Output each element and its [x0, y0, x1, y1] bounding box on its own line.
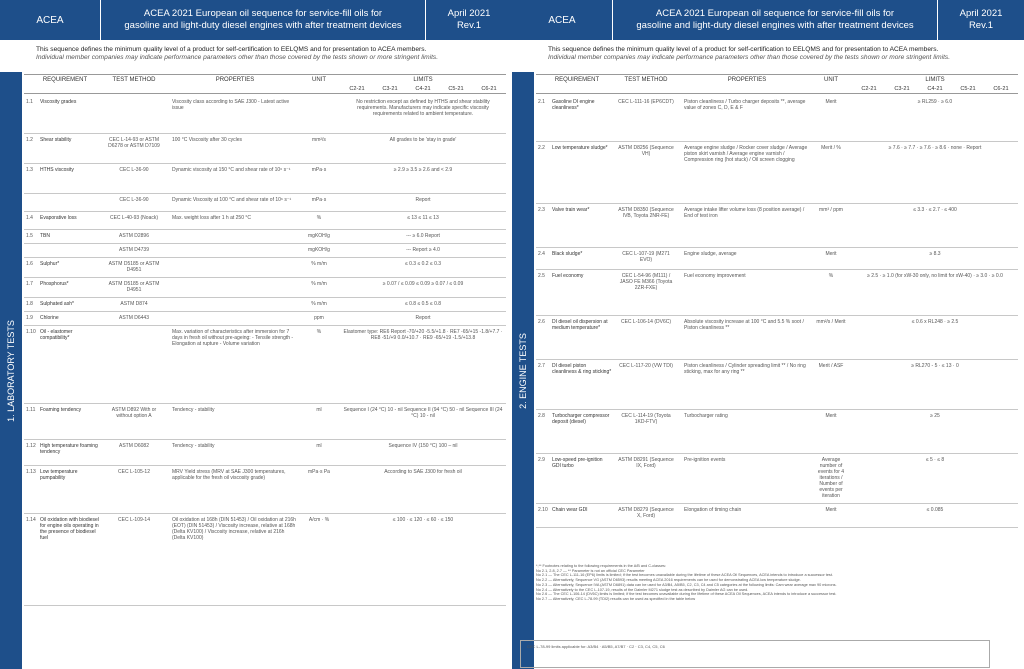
unit: ml	[316, 443, 322, 449]
requirement-name: Sulphated ash*	[40, 301, 74, 307]
requirement-name: DI diesel oil dispersion at medium temperature*	[552, 319, 608, 331]
test-method: ASTM D8350 (Sequence IVB, Toyota 2NR-FE)	[618, 207, 674, 219]
requirement-name: Viscosity grades	[40, 99, 77, 105]
unit: mm³ / ppm	[819, 207, 843, 213]
limit-value: ≥ 8.3	[929, 251, 941, 257]
unit: Merit / %	[821, 145, 841, 151]
row-number: 2.8	[538, 413, 545, 419]
test-method: ASTM D6082	[118, 443, 149, 449]
property: Piston cleanliness / Cylinder spreading limit ** / No ring sticking, max for any ring **	[684, 363, 806, 375]
row-number: 1.12	[26, 443, 36, 449]
property: Max. weight loss after 1 h at 250 °C	[172, 215, 251, 221]
requirement-name: HTHS viscosity	[40, 167, 74, 173]
limit-value: Sequence I (24 °C) 10 - nil Sequence II (94 °C) 50 - nil Sequence III (24 °C) 10 - nil	[343, 407, 503, 419]
requirement-name: TBN	[40, 233, 50, 239]
limit-value: According to SAE J300 for fresh oil	[384, 469, 462, 475]
test-method: ASTM D8256 (Sequence VH)	[618, 145, 674, 157]
test-method: CEC L-14-93 or ASTM D6278 or ASTM D7109	[108, 137, 160, 149]
test-method: CEC L-109-14	[118, 517, 150, 523]
row-number: 1.3	[26, 167, 33, 173]
property: Tendency - stability	[172, 443, 215, 449]
property: Dynamic Viscosity at 100 °C and shear rate of 10⁶ s⁻¹	[172, 197, 292, 203]
limit-value: ≥ 2.5 · ≥ 1.0 (for xW-30 only, no limit for xW-40) · ≥ 3.0 · ≥ 0.0	[867, 273, 1003, 279]
limit-value: --- ≥ 6.0 Report	[406, 233, 440, 239]
table-row	[536, 454, 1018, 504]
limit-value: All grades to be 'stay in grade'	[389, 137, 457, 143]
property: 100 °C Viscosity after 30 cycles	[172, 137, 242, 143]
column-header: REQUIREMENT TEST METHOD PROPERTIES UNIT LIMITS C2-21 C3-21 C4-21 C5-21 C6-21	[24, 74, 506, 94]
row-number: 2.1	[538, 99, 545, 105]
page-title: ACEA 2021 European oil sequence for service-fill oils for gasoline and light-duty diesel engines with after treatment devices	[100, 0, 426, 40]
table-row	[536, 248, 1018, 270]
test-method: ASTM D6443	[118, 315, 149, 321]
test-method: CEC L-36-90	[119, 167, 149, 173]
footnote-line: No 2.3 — Alternatively, Sequence IVA (ASTM D6891) data can be used for A3/B4, A5/B5, C2, C3, C4 and C5 categories at the following limits: Cam wear average max 90 microns.	[536, 582, 837, 587]
org-label: ACEA	[548, 14, 576, 26]
row-number: 1.8	[26, 301, 33, 307]
limit-value: Report	[415, 315, 431, 321]
unit: % m/m	[311, 301, 327, 307]
requirement-name: Turbocharger compressor deposit (diesel)	[552, 413, 610, 425]
footnote-line: No 2.2 — Alternatively, Sequence VG (ASTM D6593) results meeting ACEA 2016 requirements can be used for demonstrating ACEA low temperature sludge.	[536, 578, 801, 583]
limit-value: ≥ 7.6 · ≥ 7.7 · ≥ 7.6 · ≥ 8.6 · none · Report	[888, 145, 982, 151]
requirement-name: Chain wear GDI	[552, 507, 588, 513]
table-row	[24, 244, 506, 258]
unit: mm²/s / Merit	[816, 319, 846, 325]
limit-value: ≤ 100 · ≤ 120 · ≤ 60 · ≤ 150	[392, 517, 454, 523]
limit-value: ≤ 13 ≤ 11 ≤ 13	[407, 215, 439, 221]
property: Average intake lifter volume loss (8 position average) / End of test iron	[684, 207, 805, 219]
table-row	[536, 504, 1018, 528]
limit-value: ≥ 0.07 / ≤ 0.09 ≤ 0.09 ≥ 0.07 / ≤ 0.09	[382, 281, 464, 287]
unit: % m/m	[311, 281, 327, 287]
property: Turbocharger rating	[684, 413, 728, 419]
property: Fuel economy improvement	[684, 273, 746, 279]
page-title: ACEA 2021 European oil sequence for service-fill oils for gasoline and light-duty diesel engines with after treatment devices	[612, 0, 938, 40]
unit: mPa·s Pa	[308, 469, 330, 475]
limit-value: --- Report ≥ 4.0	[406, 247, 440, 253]
unit: mgKOH/g	[308, 247, 330, 253]
footnote-line: *,** Footnotes relating to the following requirements in the A/B and C-classes:	[536, 564, 667, 568]
footnote-line: No 2.1, 2.8, 2.7 — ** Parameter is not an official CEC Parameter	[536, 568, 645, 573]
property: Average engine sludge / Rocker cover sludge / Average piston skirt varnish / Average engine varnish / Compression ring (hot stuck) / Oil screen clogging	[684, 145, 808, 163]
test-method: ASTM D5185 or ASTM D4951	[108, 281, 160, 293]
row-number: 2.5	[538, 273, 545, 279]
unit: mPa·s	[311, 167, 327, 173]
table-row	[24, 230, 506, 244]
row-number: 2.6	[538, 319, 545, 325]
table-row	[24, 134, 506, 164]
table-row	[536, 142, 1018, 204]
unit: Merit	[825, 251, 837, 257]
limit-value: ≤ 0.085	[926, 507, 944, 513]
table-row	[24, 194, 506, 212]
test-method: ASTM D892 With or without option A	[111, 407, 157, 419]
unit: A/cm · %	[308, 517, 330, 523]
table-row	[24, 466, 506, 514]
unit: Merit / ASF	[818, 363, 844, 369]
requirement-name: Low temperature sludge*	[552, 145, 608, 151]
table-row	[536, 96, 1018, 142]
unit: Merit	[825, 507, 837, 513]
right-page	[512, 0, 1024, 669]
property: MRV Yield stress (MRV at SAE J300 temperatures, applicable for the fresh oil viscosity grade)	[172, 469, 286, 481]
table-row	[24, 212, 506, 230]
table-row	[24, 312, 506, 326]
limit-value: ≥ 2.9 ≥ 3.5 ≥ 2.6 and < 2.9	[393, 167, 453, 173]
test-method: CEC L-54-96 (M111) / JASO FE M366 (Toyota 2ZR-FXE)	[619, 273, 673, 291]
footnote-line: No 2.7 — Alternatively, CEC L-78-99 (TDI2) results can be used as specified in the table below	[536, 596, 696, 601]
requirement-name: Low temperature pumpability	[40, 469, 78, 481]
table-row	[536, 410, 1018, 454]
property: Pre-ignition events	[684, 457, 726, 463]
test-method: CEC L-114-19 (Toyota 1KD-FTV)	[621, 413, 671, 425]
test-method: CEC L-40-93 (Noack)	[109, 215, 159, 221]
table-row	[24, 298, 506, 312]
unit: ml	[316, 407, 322, 413]
table-row	[536, 204, 1018, 248]
limit-value: Elastomer type: RE6 Report -70/+20 -5.5/+1.8 · RE7 -65/+15 -1.8/+7.7 · RE8 -51/+9 0.0/+10.7 · RE9 -65/+19 -1.5/+13.8	[343, 329, 503, 341]
limit-value: ≤ 0.3 ≤ 0.2 ≤ 0.3	[404, 261, 442, 267]
row-number: 1.14	[26, 517, 36, 523]
row-number: 1.2	[26, 137, 33, 143]
section-sidebar: 1. LABORATORY TESTS	[0, 72, 22, 669]
unit: %	[316, 215, 322, 221]
requirement-name: Phosphorus*	[40, 281, 69, 287]
footnotes	[536, 564, 1018, 602]
footnote-line: No 2.1 — The CEC L-111-16 (EP6) limits is limited; if the test becomes unavailable during the lifetime of these ACEA Oil Sequences, ACEA intends to introduce a successor test.	[536, 573, 833, 578]
limit-value: ≤ 5 · ≤ 8	[925, 457, 945, 463]
row-number: 2.4	[538, 251, 545, 257]
requirement-name: Shear stability	[40, 137, 72, 143]
requirement-name: Foaming tendency	[40, 407, 82, 413]
limit-value: No restriction except as defined by HTHS and shear stability requirements. Manufacturers may indicate specific viscosity requirements related to ambient temperature.	[356, 99, 490, 117]
row-number: 2.9	[538, 457, 545, 463]
table-row	[24, 258, 506, 278]
requirement-name: Black sludge*	[552, 251, 583, 257]
test-method: CEC L-36-90	[119, 197, 149, 203]
unit: %	[828, 273, 834, 279]
requirement-name: DI diesel piston cleanliness & ring sticking*	[552, 363, 612, 375]
property: Absolute viscosity increase at 100 °C and 5.5 % soot / Piston cleanliness **	[684, 319, 804, 331]
limit-value: ≥ RL270 - 5 · ≤ 13 · 0	[911, 363, 959, 369]
test-method: ASTM D2896	[118, 233, 149, 239]
footnote-line: No 2.4 — Alternatively to the CEC L-107-19, results of the Daimler M271 sludge test as described by Daimler AG can be used.	[536, 587, 749, 592]
requirement-name: Chlorine	[40, 315, 59, 321]
requirement-name: Sulphur*	[40, 261, 60, 267]
property: Tendency - stability	[172, 407, 215, 413]
table-row	[24, 440, 506, 466]
revision-date: April 2021 Rev.1	[447, 8, 491, 31]
property: Piston cleanliness / Turbo charger deposits **, average value of zones C, D, E & F	[684, 99, 806, 111]
requirement-name: Fuel economy	[552, 273, 584, 279]
table-row	[24, 404, 506, 440]
requirement-name: Oil - elastomer compatibility*	[40, 329, 73, 341]
test-method: ASTM D874	[120, 301, 148, 307]
requirement-name: Evaporative loss	[40, 215, 77, 221]
footnote-line: No 2.6 — The CEC L-106-14 (DV6C) limits is limited; if the test becomes unavailable during the lifetime of these ACEA Oil Sequences, ACEA intends to introduce a successor test.	[536, 592, 837, 597]
row-number: 1.11	[26, 407, 36, 413]
unit: ppm	[314, 315, 324, 321]
unit: Merit	[825, 99, 837, 105]
requirement-name: Valve train wear*	[552, 207, 590, 213]
test-method: ASTM D4739	[118, 247, 149, 253]
limit-value: Sequence IV (150 °C) 100 – nil	[388, 443, 458, 449]
page-header	[0, 0, 512, 40]
table-row	[24, 514, 506, 606]
limit-value: ≤ 0.8 ≤ 0.5 ≤ 0.8	[404, 301, 442, 307]
test-method: CEC L-117-20 (VW TDI)	[619, 363, 673, 369]
property: Engine sludge, average	[684, 251, 737, 257]
column-header: REQUIREMENT TEST METHOD PROPERTIES UNIT LIMITS C2-21 C3-21 C4-21 C5-21 C6-21	[536, 74, 1018, 94]
limit-value: Report	[415, 197, 431, 203]
revision-date: April 2021 Rev.1	[959, 8, 1003, 31]
property: Max. variation of characteristics after immersion for 7 days in fresh oil without pre-ageing: - Tensile strength - Elongation at rupture - Volume variation	[172, 329, 294, 347]
table-row	[24, 278, 506, 298]
test-method: ASTM D8291 (Sequence IX, Ford)	[618, 457, 674, 469]
row-number: 1.13	[26, 469, 36, 475]
test-method: ASTM D8279 (Sequence X, Ford)	[618, 507, 674, 519]
requirement-name: Low-speed pre-ignition GDI turbo	[552, 457, 603, 469]
limit-value: ≥ RL259 · ≥ 6.0	[917, 99, 953, 105]
test-method: ASTM D5185 or ASTM D4951	[108, 261, 160, 273]
engine-tests-table	[536, 96, 1018, 559]
page-header	[512, 0, 1024, 40]
requirement-name: Oil oxidation with biodiesel for engine oils operating in the presence of biodiesel fuel	[40, 517, 99, 541]
row-number: 1.4	[26, 215, 33, 221]
unit: mgKOH/g	[308, 233, 330, 239]
test-method: CEC L-111-16 (EP6CDT)	[618, 99, 674, 105]
row-number: 1.10	[26, 329, 36, 335]
test-method: CEC L-105-12	[118, 469, 150, 475]
unit: mPa·s	[311, 197, 327, 203]
property: Dynamic viscosity at 150 °C and shear rate of 10⁶ s⁻¹	[172, 167, 291, 173]
table-row	[24, 96, 506, 134]
laboratory-tests-table	[24, 96, 506, 669]
requirement-name: High temperature foaming tendency	[40, 443, 98, 455]
table-row	[24, 326, 506, 404]
intro-text: This sequence defines the minimum quality level of a product for self-certification to EELQMS and for presentation to ACEA members. Individual member companies may indicate performance parameters other than those covered by the tests shown or more stringent limits.	[548, 46, 951, 61]
row-number: 2.2	[538, 145, 545, 151]
row-number: 1.1	[26, 99, 33, 105]
table-row	[536, 270, 1018, 316]
row-number: 1.9	[26, 315, 33, 321]
unit: % m/m	[311, 261, 327, 267]
requirement-name: Gasoline DI engine cleanliness*	[552, 99, 595, 111]
unit: mm²/s	[312, 137, 326, 143]
property: Oil oxidation at 168h (DIN 51453) / Oil oxidation at 216h (EOT) (DIN 51453) / Viscosity increase, relative at 168h (Delta KV100) / Viscosity increase, relative at 216h (Delta KV100)	[172, 517, 296, 541]
test-method: CEC L-106-14 (DV6C)	[620, 319, 672, 325]
row-number: 2.10	[538, 507, 548, 513]
org-label: ACEA	[36, 14, 64, 26]
table-row	[536, 360, 1018, 410]
section-sidebar: 2. ENGINE TESTS	[512, 72, 534, 669]
tdi2-limits-table: CEC L-78-99 limits applicable for: A3/B4 · A5/B5, A7/B7 · C2 · C3, C4, C5, C6	[520, 640, 990, 668]
limit-value: ≤ 0.6 x RL248 · ≥ 2.5	[911, 319, 959, 325]
limit-value: ≥ 25	[930, 413, 940, 419]
table-row	[536, 316, 1018, 360]
row-number: 1.5	[26, 233, 33, 239]
intro-text: This sequence defines the minimum quality level of a product for self-certification to EELQMS and for presentation to ACEA members. Individual member companies may indicate performance parameters other than those covered by the tests shown or more stringent limits.	[36, 46, 439, 61]
unit: Merit	[825, 413, 837, 419]
row-number: 2.7	[538, 363, 545, 369]
property: Elongation of timing chain	[684, 507, 742, 513]
row-number: 1.7	[26, 281, 33, 287]
unit: Average number of events for 4 iterations / Number of events per iteration	[817, 457, 845, 499]
property: Viscosity class according to SAE J300 - Latest active issue	[172, 99, 290, 111]
limit-value: ≤ 3.3 · ≤ 2.7 · ≤ 400	[913, 207, 957, 213]
test-method: CEC L-107-19 (M271 EVO)	[622, 251, 670, 263]
table-row	[24, 164, 506, 194]
row-number: 1.6	[26, 261, 33, 267]
row-number: 2.3	[538, 207, 545, 213]
unit: %	[316, 329, 322, 335]
